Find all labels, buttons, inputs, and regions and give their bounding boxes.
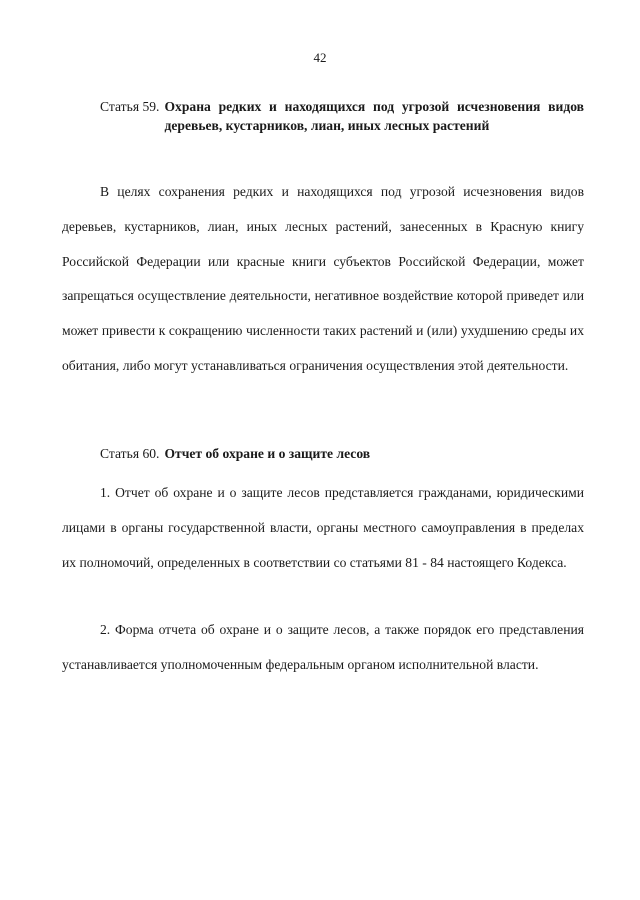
article-60-label: Статья 60. (100, 446, 160, 461)
page-number: 42 (313, 50, 327, 65)
article-60-paragraph-2-text: 2. Форма отчета об охране и о защите лесов, а также порядок его представления устанавливается уполномоченным федеральным органом исполнительной власти. (62, 622, 584, 672)
article-59-label: Статья 59. (100, 99, 160, 114)
article-60-paragraph-2 (62, 613, 584, 683)
article-60-title: Отчет об охране и о защите лесов (164, 446, 371, 461)
article-60-heading (100, 444, 584, 463)
article-59-paragraph (62, 175, 584, 384)
article-59-title: Охрана редких и находящихся под угрозой исчезновения видов деревьев, кустарников, лиан, иных лесных растений (164, 99, 584, 133)
article-59-paragraph-text: В целях сохранения редких и находящихся под угрозой исчезновения видов деревьев, кустарников, лиан, иных лесных растений, занесенных в Красную книгу Российской Федерации или красные книги субъектов Российской Федерации, может запрещаться осуществление деятельности, негативное воздействие которой приведет или может привести к сокращению численности таких растений и (или) ухудшению среды их обитания, либо могут устанавливаться ограничения осуществления этой деятельности. (62, 184, 584, 373)
article-60-paragraph-1 (62, 476, 584, 580)
article-59-heading (100, 97, 584, 135)
article-60-paragraph-1-text: 1. Отчет об охране и о защите лесов представляется гражданами, юридическими лицами в органы государственной власти, органы местного самоуправления в пределах их полномочий, определенных в соответствии со статьями 81 - 84 настоящего Кодекса. (62, 485, 584, 570)
